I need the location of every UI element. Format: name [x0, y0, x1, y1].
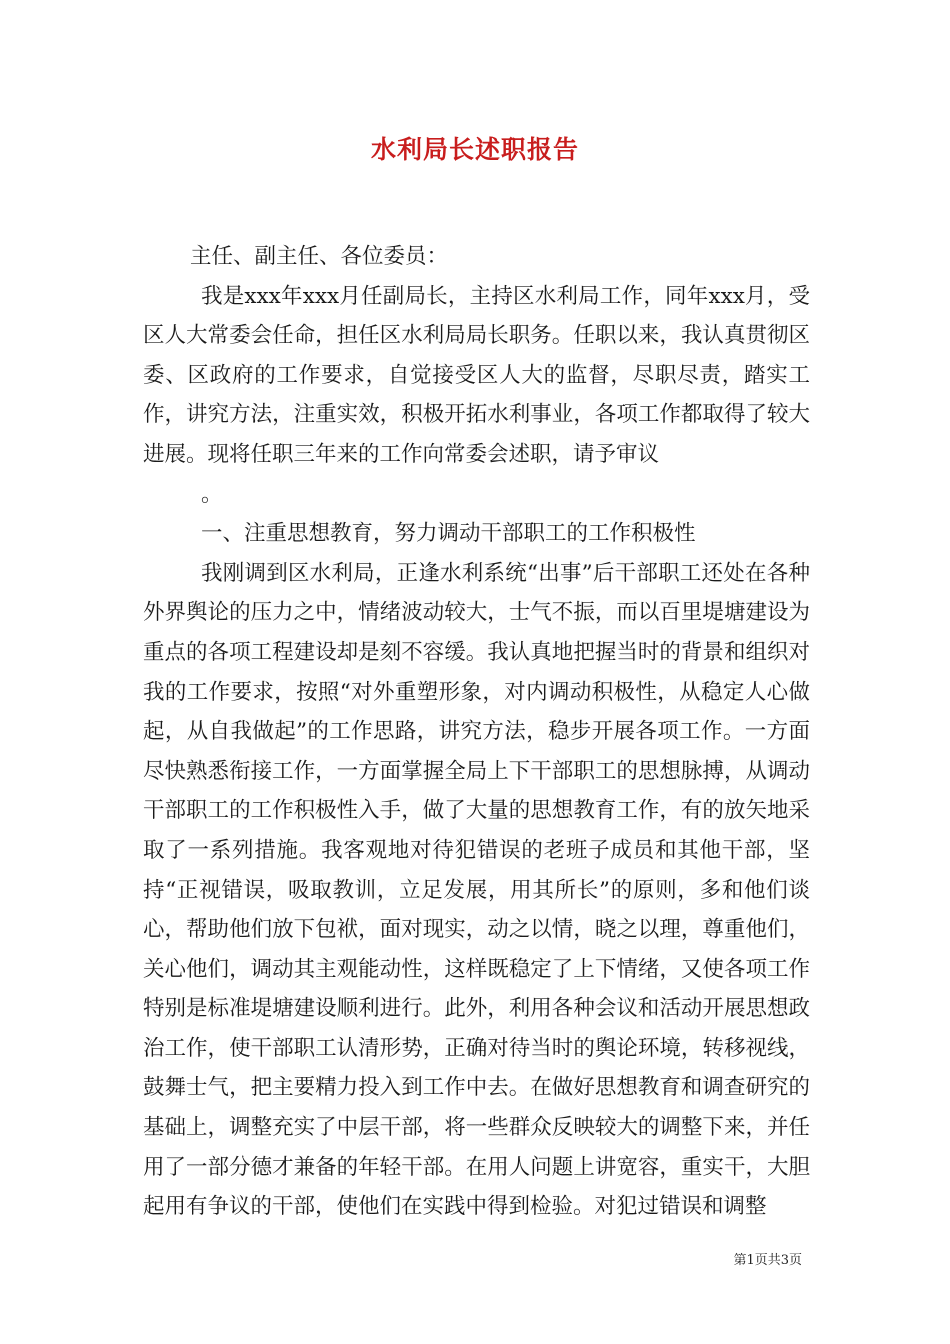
section-paragraph: 我刚调到区水利局，正逢水利系统“出事”后干部职工还处在各种外界舆论的压力之中，情绪波动较大，士气不振，而以百里堤塘建设为重点的各项工程建设却是刻不容缓。我认真地把握当时的背景和组织对我的工作要求，按照“对外重塑形象，对内调动积极性，从稳定人心做起，从自我做起”的工作思路，讲究方法，稳步开展各项工作。一方面尽快熟悉衔接工作，一方面掌握全局上下干部职工的思想脉搏，从调动干部职工的工作积极性入手，做了大量的思想教育工作，有的放矢地采取了一系列措施。我客观地对待犯错误的老班子成员和其他干部，坚持“正视错误，吸取教训，立足发展，用其所长”的原则，多和他们谈心，帮助他们放下包袱，面对现实，动之以情，晓之以理，尊重他们，关心他们，调动其主观能动性，这样既稳定了上下情绪，又使各项工作特别是标准堤塘建设顺利进行。此外，利用各种会议和活动开展思想政治工作，使干部职工认清形势，正确对待当时的舆论环境，转移视线，鼓舞士气，把主要精力投入到工作中去。在做好思想教育和调查研究的基础上，调整充实了中层干部，将一些群众反映较大的调整下来，并任用了一部分德才兼备的年轻干部。在用人问题上讲宽容，重实干，大胆起用有争议的干部，使他们在实践中得到检验。对犯过错误和调整: [143, 560, 810, 1220]
intro-paragraph-end: 。: [201, 481, 223, 507]
intro-paragraph: 我是xxx年xxx月任副局长，主持区水利局工作，同年xxx月，受区人大常委会任命，担任区水利局局长职务。任职以来，我认真贯彻区委、区政府的工作要求，自觉接受区人大的监督，尽职尽责，踏实工作，讲究方法，注重实效，积极开拓水利事业，各项工作都取得了较大进展。现将任职三年来的工作向常委会述职，请予审议: [143, 283, 810, 467]
page-number-footer: 第1页共3页: [733, 1253, 802, 1268]
document-title: 水利局长述职报告: [370, 135, 579, 164]
document-body: [143, 237, 810, 1227]
salutation: 主任、副主任、各位委员：: [190, 244, 449, 269]
section-heading: 一、注重思想教育，努力调动干部职工的工作积极性: [201, 521, 696, 547]
